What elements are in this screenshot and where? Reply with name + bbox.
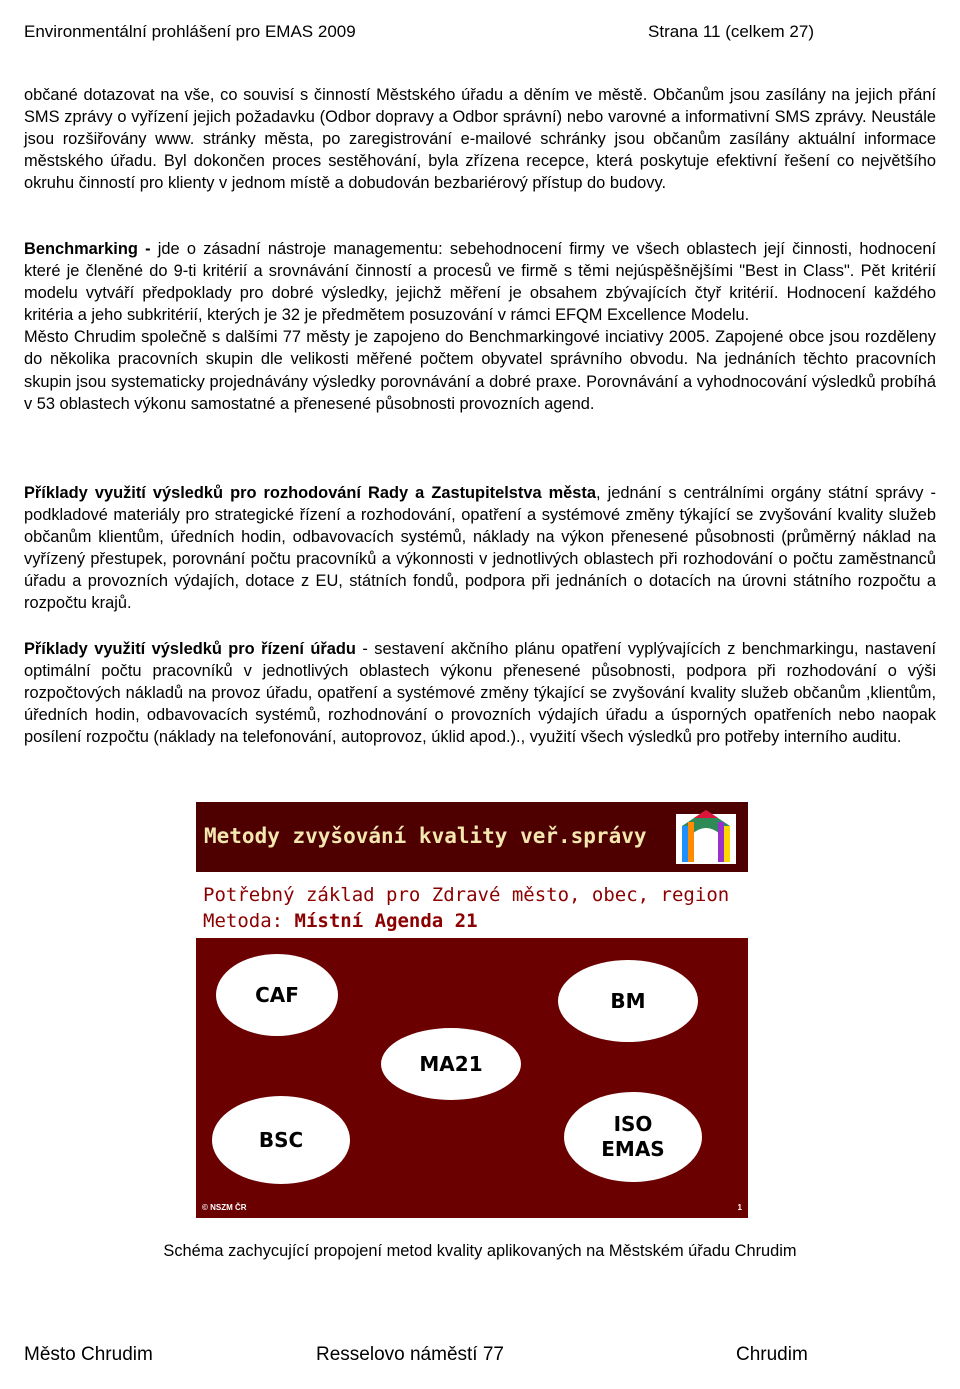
method-iso-label: ISO bbox=[613, 1112, 653, 1136]
slide-subtitle-line1: Potřebný základ pro Zdravé město, obec, region bbox=[203, 884, 730, 906]
quality-methods-slide bbox=[196, 802, 748, 1218]
council-use-heading: Příklady využití výsledků pro rozhodování Rady a Zastupitelstva města bbox=[24, 484, 596, 502]
healthy-city-logo-icon bbox=[672, 804, 740, 866]
method-bm-node bbox=[558, 960, 698, 1042]
page-footer bbox=[24, 1344, 816, 1370]
footer-city: Město Chrudim bbox=[24, 1344, 153, 1365]
header-document-title: Environmentální prohlášení pro EMAS 2009 bbox=[24, 22, 356, 41]
page-header bbox=[24, 22, 814, 46]
method-emas-label: EMAS bbox=[601, 1137, 665, 1161]
office-use-heading: Příklady využití výsledků pro řízení úřadu bbox=[24, 640, 356, 658]
slide-copyright: © NSZM ČR bbox=[202, 1203, 247, 1212]
benchmarking-definition: jde o zásadní nástroje managementu: sebehodnocení firmy ve všech oblastech její činnosti, hodnocení které je členěné do 9-ti kritérií a srovnávání činností a procesů ve firmě s těmi nejúspěšnějšími "Best in Class". Pět kritérií modelu vytváří předpoklady pro dobré výsledky, jejichž měření je obsahem zbývajících čtyř kritérií. Hodnocení každého kritéria a jeho subkritérií, kterých je 32 je předmětem posuzování v rámci EFQM Excellence Modelu. bbox=[24, 240, 936, 325]
paragraph-office-use-text bbox=[24, 638, 936, 748]
footer-town: Chrudim bbox=[736, 1344, 808, 1365]
method-bm-label: BM bbox=[610, 988, 646, 1013]
slide-subtitle-line2 bbox=[203, 910, 478, 932]
slide-method-name: Místní Agenda 21 bbox=[294, 910, 478, 932]
method-iso-emas-label bbox=[601, 1112, 664, 1162]
paragraph-services bbox=[24, 84, 936, 194]
slide-subtitle-panel bbox=[196, 872, 748, 938]
paragraph-council-use bbox=[24, 482, 936, 615]
slide-title: Metody zvyšování kvality veř.správy bbox=[204, 824, 647, 848]
method-bsc-label: BSC bbox=[258, 1127, 304, 1152]
paragraph-services-text: občané dotazovat na vše, co souvisí s činností Městského úřadu a děním ve městě. Občanům jsou zasílány na jejich přání SMS zprávy o vyřízení jejich požadavku (Odbor dopravy a Odbor správní) nebo varovné a informativní SMS zprávy. Neustále jsou rozšiřovány www. stránky města, po zaregistrování e-mailové schránky jsou občanům zasílány aktuální informace městského úřadu. Byl dokončen proces sestěhování, byla zřízena recepce, která poskytuje efektivní řešení co největšího okruhu činností pro klienty v jednom místě a dobudován bezbariérový přístup do budovy. bbox=[24, 86, 936, 193]
header-page-number: Strana 11 (celkem 27) bbox=[648, 22, 814, 41]
method-ma21-node bbox=[381, 1028, 521, 1100]
paragraph-council-use-text bbox=[24, 482, 936, 615]
footer-address: Resselovo náměstí 77 bbox=[316, 1344, 504, 1365]
benchmarking-term: Benchmarking - bbox=[24, 240, 151, 258]
paragraph-benchmarking bbox=[24, 238, 936, 415]
slide-method-prefix: Metoda: bbox=[203, 910, 295, 932]
council-use-body: , jednání s centrálními orgány státní správy - podkladové materiály pro strategické řízení a rozhodování, opatření a systémové změny týkající se zvyšování kvality služeb občanům klientům, úředních hodin, odbavovacích systémů, náklady na výkon přenesené působnosti (průměrný náklad na vyřízený přestupek, porovnání počtu pracovníků a výkonnosti v jednotlivých oblastech při rozhodování o počtu zaměstnanců úřadu a provozních výdajích, dotace z EU, státních fondů, podpora při jednáních o dotacích na úrovni státního rozpočtu a rozpočtu krajů. bbox=[24, 484, 936, 613]
slide-number: 1 bbox=[737, 1203, 742, 1212]
method-iso-emas-node bbox=[564, 1092, 702, 1182]
method-caf-label: CAF bbox=[255, 982, 299, 1007]
method-ma21-label: MA21 bbox=[419, 1051, 483, 1076]
office-use-body: - sestavení akčního plánu opatření vyplývajících z benchmarkingu, nastavení optimální počtu pracovníků v jednotlivých oblastech výkonu přenesené působnosti, podpora při rozhodování o výši rozpočtových nákladů na provoz úřadu, opatření a systémové změny týkající se zvyšování kvality služeb občanům ,klientům, úředních hodin, odbavovacích systémů, rozhodnování o provozních výdajích úřadu a úsporných opatřeních nebo naopak posílení rozpočtu (náklady na telefonování, autoprovoz, úklid apod.)., využití všech výsledků pro potřeby interního auditu. bbox=[24, 640, 937, 747]
method-bsc-node bbox=[212, 1096, 350, 1184]
slide-title-bar bbox=[196, 802, 748, 872]
paragraph-benchmarking-initiative: Město Chrudim společně s dalšími 77 městy je zapojeno do Benchmarkingové inciativy 2005. Zapojené obce jsou rozděleny do několika pracovních skupin dle velikosti měřené počtem obyvatel správního obvodu. Na jednáních těchto pracovních skupin jsou systematicky projednávány výsledky porovnávání a dobré praxe. Porovnávání a vyhodnocování výsledků probíhá v 53 oblastech výkonu samostatné a přenesené působnosti provozních agend. bbox=[24, 328, 936, 413]
paragraph-benchmarking-text bbox=[24, 238, 936, 326]
paragraph-office-use bbox=[24, 638, 936, 748]
figure-caption: Schéma zachycující propojení metod kvality aplikovaných na Městském úřadu Chrudim bbox=[163, 1242, 797, 1260]
method-caf-node bbox=[216, 954, 338, 1036]
